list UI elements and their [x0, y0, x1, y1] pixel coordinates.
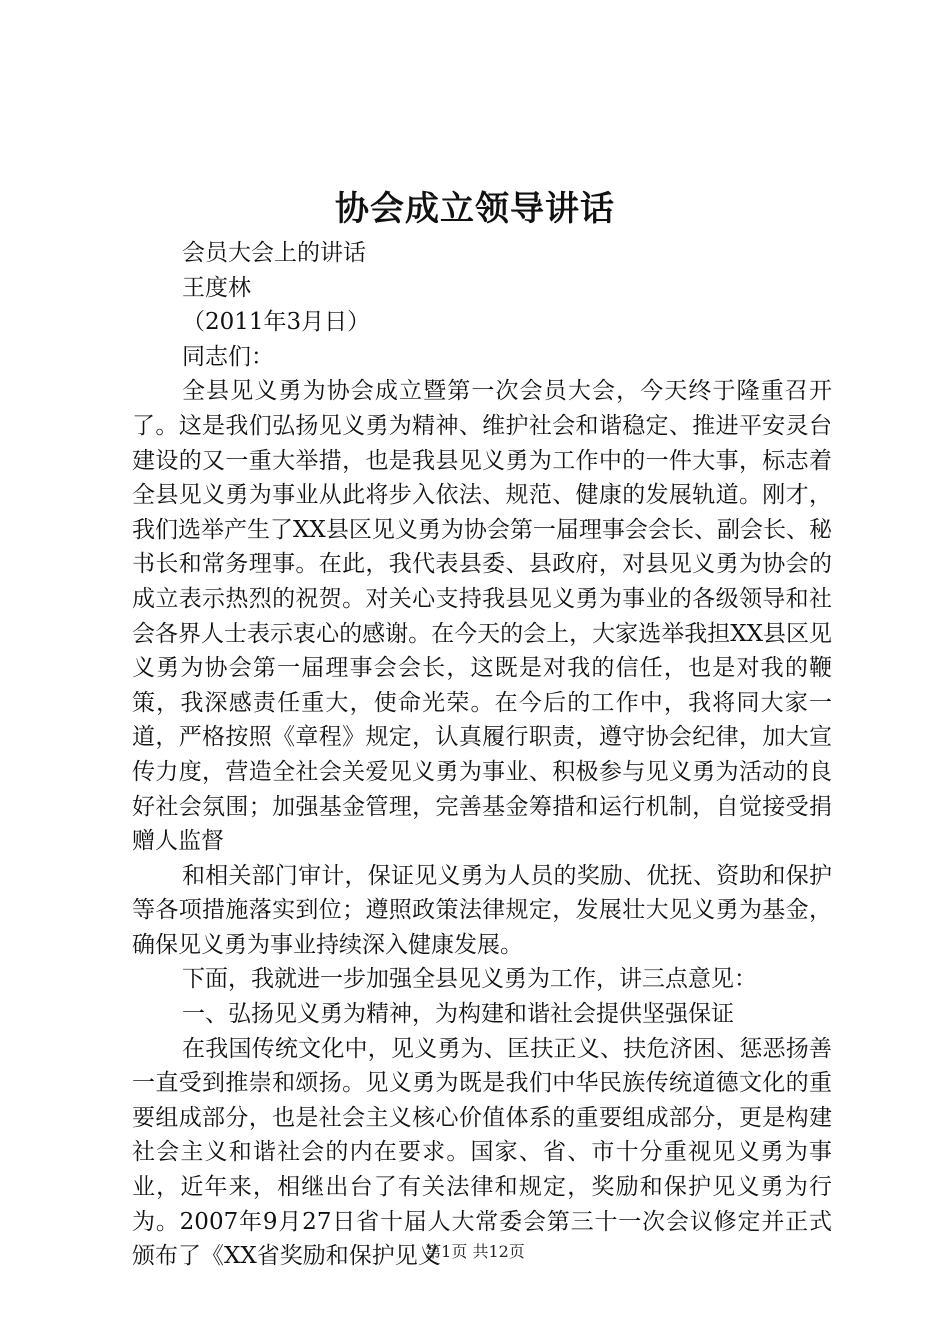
paragraph-body: 全县见义勇为协会成立暨第一次会员大会，今天终于隆重召开了。这是我们弘扬见义勇为精神、维护社会和谐稳定、推进平安灵台建设的又一重大举措，也是我县见义勇为工作中的一件大事，标志着全县见义勇为事业从此将步入依法、规范、健康的发展轨道。刚才，我们选举产生了XX县区见义勇为协会第一届理事会会长、副会长、秘书长和常务理事。在此，我代表县委、县政府，对县见义勇为协会的成立表示热烈的祝贺。对关心支持我县见义勇为事业的各级领导和社会各界人士表示衷心的感谢。在今天的会上，大家选举我担XX县区见义勇为协会第一届理事会会长，这既是对我的信任，也是对我的鞭策，我深感责任重大，使命光荣。在今后的工作中，我将同大家一道，严格按照《章程》规定，认真履行职责，遵守协会纪律，加大宣传力度，营造全社会关爱见义勇为事业、积极参与见义勇为活动的良好社会氛围；加强基金管理，完善基金筹措和运行机制，自觉接受捐赠人监督	[132, 378, 832, 855]
paragraph-body: 下面，我就进一步加强全县见义勇为工作，讲三点意见：	[182, 966, 757, 993]
paragraph-speaker: 王度林	[182, 274, 251, 301]
paragraph-date: （2011年3月日）	[182, 309, 371, 336]
paragraph-salutation: 同志们：	[182, 343, 274, 370]
page-footer: 第1页 共12页	[425, 1242, 525, 1261]
paragraph-body: 和相关部门审计，保证见义勇为人员的奖励、优抚、资助和保护等各项措施落实到位；遵照政策法律规定，发展壮大见义勇为基金，确保见义勇为事业持续深入健康发展。	[132, 862, 832, 958]
paragraph-subtitle: 会员大会上的讲话	[182, 240, 366, 266]
document-title: 协会成立领导讲话	[335, 189, 615, 229]
paragraph-body: 在我国传统文化中，见义勇为、匡扶正义、扶危济困、惩恶扬善一直受到推崇和颂扬。见义勇为既是我们中华民族传统道德文化的重要组成部分，也是社会主义核心价值体系的重要组成部分，更是构建社会主义和谐社会的内在要求。国家、省、市十分重视见义勇为事业，近年来，相继出台了有关法律和规定，奖励和保护见义勇为行为。2007年9月27日省十届人大常委会第三十一次会议修定并正式颁布了《XX省奖励和保护见义	[132, 1035, 832, 1270]
document-body	[132, 236, 832, 1274]
section-heading: 一、弘扬见义勇为精神，为构建和谐社会提供坚强保证	[182, 1001, 734, 1028]
